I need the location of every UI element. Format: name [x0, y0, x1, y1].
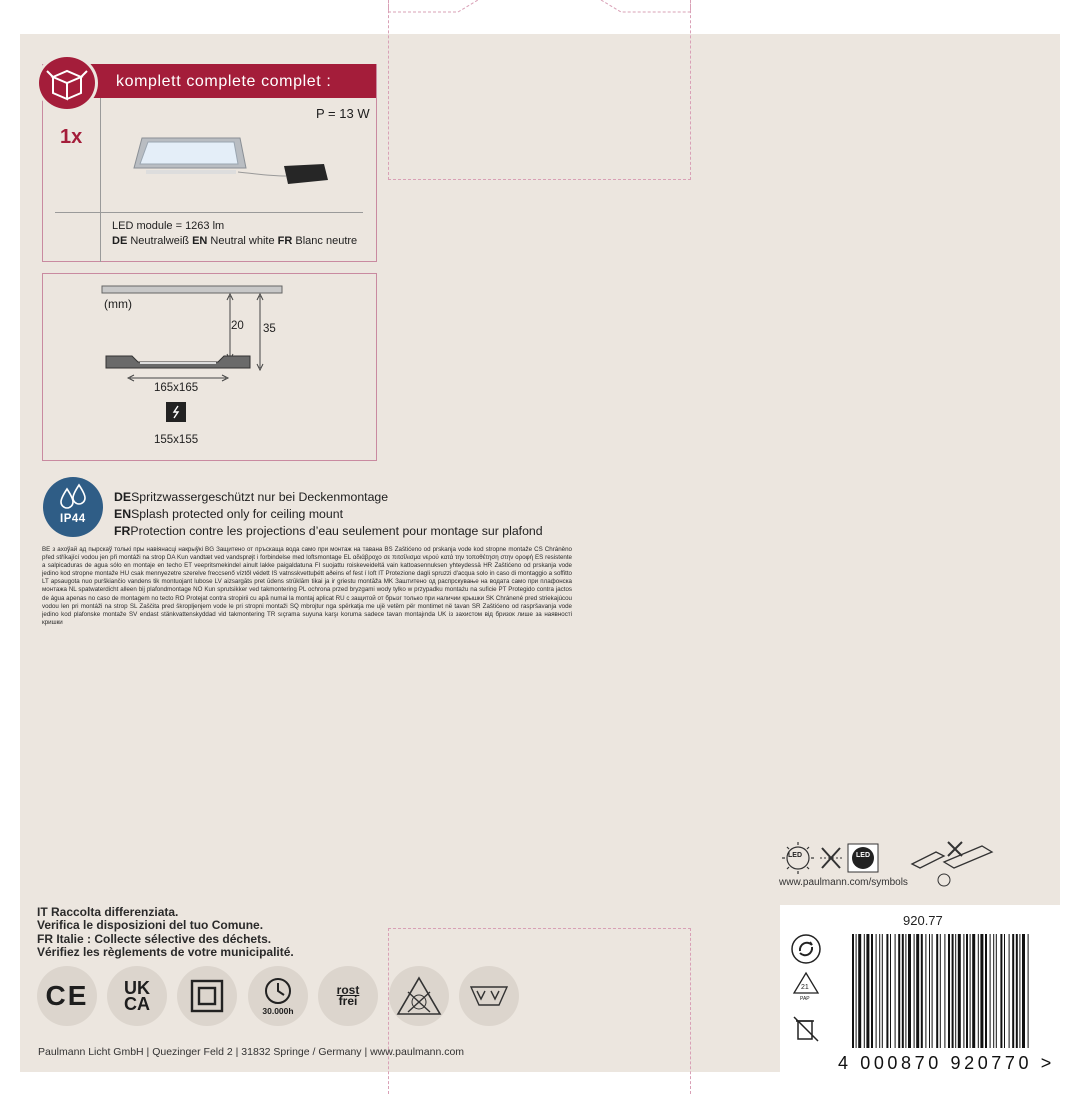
- barcode-bar: [955, 934, 956, 1048]
- barcode-bar: [1016, 934, 1018, 1048]
- barcode-bar: [871, 934, 873, 1048]
- barcode-bar: [948, 934, 950, 1048]
- barcode-bar: [898, 934, 900, 1048]
- barcode-bar: [940, 934, 941, 1048]
- barcode-bar: [916, 934, 919, 1048]
- barcode-bar: [1004, 934, 1005, 1048]
- barcode-bar: [914, 934, 915, 1048]
- barcode-bar: [895, 934, 896, 1048]
- barcode-bar: [936, 934, 938, 1048]
- barcode-bar: [876, 934, 877, 1048]
- barcode-bar: [963, 934, 964, 1048]
- barcode-bar: [952, 934, 954, 1048]
- recycle-code: 21: [801, 984, 809, 991]
- article-number: 920.77: [903, 913, 943, 928]
- dimmable-triangle-icon: [389, 966, 449, 1026]
- total-height: 35: [263, 323, 276, 335]
- mm-furniture-icon: [459, 966, 519, 1026]
- barcode-bar: [852, 934, 854, 1048]
- barcode-bar: [856, 934, 857, 1048]
- symbols-url: www.paulmann.com/symbols: [779, 877, 908, 888]
- barcode-bar: [1022, 934, 1025, 1048]
- barcode-bar: [990, 934, 991, 1048]
- company-address: Paulmann Licht GmbH | Quezinger Feld 2 | 31832 Springe / Germany | www.paulmann.com: [38, 1046, 465, 1058]
- ip44-badge: [43, 477, 103, 537]
- unit-label: (mm): [104, 297, 132, 311]
- barcode-bar: [902, 934, 904, 1048]
- led-label-dark: LED: [856, 852, 870, 859]
- outer-size: 165x165: [154, 382, 199, 394]
- package-icon: [36, 54, 98, 112]
- barcode-bar: [858, 934, 861, 1048]
- class-ii-icon: [177, 966, 237, 1026]
- barcode-bar: [890, 934, 891, 1048]
- clock-icon: [263, 976, 293, 1006]
- cutout-size: 155x155: [154, 434, 199, 446]
- barcode-bar: [966, 934, 968, 1048]
- barcode-bar: [970, 934, 971, 1048]
- barcode-bar: [996, 934, 997, 1048]
- barcode-bar: [972, 934, 975, 1048]
- power-rating: P = 13 W: [316, 106, 370, 121]
- ukca-mark: UK CA: [107, 966, 167, 1026]
- multilingual-ip-text: BE з ахоўай ад пырскаў толькі пры навіянасці накрыўкі BG Защитено от пръскаща вода само при монтаж на тавана BS Zaštićeno od prskanja vode kod stropne montaže CS Chráněno před stříkající vodou jen při montáži na strop DA Kun vandtæt ved vandsprøjt i forbindelse med loftsmontage EL αδιάβροχο σε πιτσίλισμα νερού κατά την τοποθέτηση στην οροφή ES resistente a salpicaduras de agua sólo en montaje en techo ET veepritsmekindel ainult lakke paigaldatuna FI suojattu roiskeveideltä vain kattoasennuksen yhteydessä HR Zaštićeno od prskanja vode jedino kod stropne montaže HU csak mennyezetre szerelve freccsenő víztől védett IS vatnsskvettuþétt aðeins ef fest í loft IT Protezione dagli spruzzi d'acqua solo in caso di montaggio a soffitto LT apsaugota nuo purškiančio vandens tik montuojant lubose LV aizsargāts pret ūdens strūklām tikai ja ir griestu montāža MK Заштитено од распрскување на водата само при плафонска монтажа NL spatwaterdicht alleen bij plafondmontage NO Kun sprutsikker ved takmontering PL ochrona przed bryzgami wody tylko w przypadku montażu na suficie PT Protegido contra jactos de água apenas no caso de montagem no tecto RO Protejat contra stropirii cu apă numai la montaj aplicat RU с защитой от брызг только при наличии крышки SK Chránené pred striekajúcou vodou len pri montáži na strop SL Zaščita pred škropljenjem vode le pri stropni montaži SQ mbrojtur nga spërkatja me ujë vetëm për montimet në tavan SR Zaštićeno od raspršavanja vode jedino kod plafonske montaže SV endast stänkvattenskyddad vid takmontering TR sıçrama suyuna karşı koruma sadece tavan montajında UK із захистом від бризок лише за наявності кришки: [42, 546, 572, 626]
- water-drops-icon: [57, 483, 91, 511]
- barcode-bar: [978, 934, 979, 1048]
- lumen-spec: LED module = 1263 lm: [112, 220, 225, 232]
- barcode-bar: [879, 934, 880, 1048]
- barcode-bar: [944, 934, 945, 1048]
- barcode-bar: [1019, 934, 1020, 1048]
- contents-banner: komplett complete complet :: [48, 64, 376, 98]
- divider: [100, 98, 101, 262]
- quantity-label: 1x: [60, 126, 83, 148]
- recycling-note: IT Raccolta differenziata. Verifica le disposizioni del tuo Comune. FR Italie : Collecte sélective des déchets. Vérifiez les règlements de votre municipalité.: [37, 905, 294, 959]
- barcode-bar: [985, 934, 987, 1048]
- ce-mark: CE: [37, 966, 97, 1026]
- barcode-bar: [993, 934, 994, 1048]
- lifetime-mark: 30.000h: [248, 966, 308, 1026]
- barcode-bar: [980, 934, 983, 1048]
- divider: [55, 212, 363, 213]
- ip-rating: IP44: [60, 513, 86, 525]
- barcode-bar: [958, 934, 961, 1048]
- rostfrei-mark: rost frei: [318, 966, 378, 1026]
- recycle-material: PAP: [800, 996, 810, 1002]
- barcode-bar: [932, 934, 933, 1048]
- barcode-bar: [866, 934, 869, 1048]
- recess-height: 20: [231, 320, 244, 332]
- barcode-bar: [908, 934, 911, 1048]
- ip-description: DESpritzwassergeschützt nur bei Deckenmontage ENSplash protected only for ceiling mount FRProtection contre les projections d’eau seulement pour montage sur plafond: [114, 490, 543, 538]
- barcode-bar: [929, 934, 930, 1048]
- barcode-bar: [925, 934, 926, 1048]
- barcode-bar: [864, 934, 865, 1048]
- barcode-bar: [886, 934, 888, 1048]
- barcode-bar: [921, 934, 923, 1048]
- dieline-top-flap: [388, 0, 691, 180]
- barcode-number: 4 000870 920770 >: [838, 1053, 1055, 1073]
- barcode-bar: [1028, 934, 1029, 1048]
- product-image: [128, 132, 358, 192]
- light-color: DE Neutralweiß EN Neutral white FR Blanc neutre: [112, 235, 358, 247]
- dimension-drawing: [100, 284, 290, 434]
- barcode: [852, 934, 1030, 1048]
- barcode-bar: [1012, 934, 1014, 1048]
- barcode-bar: [1000, 934, 1002, 1048]
- dieline-notch: [388, 0, 691, 14]
- barcode-bar: [905, 934, 906, 1048]
- barcode-bar: [1009, 934, 1010, 1048]
- led-label: LED: [788, 852, 802, 859]
- barcode-bar: [882, 934, 883, 1048]
